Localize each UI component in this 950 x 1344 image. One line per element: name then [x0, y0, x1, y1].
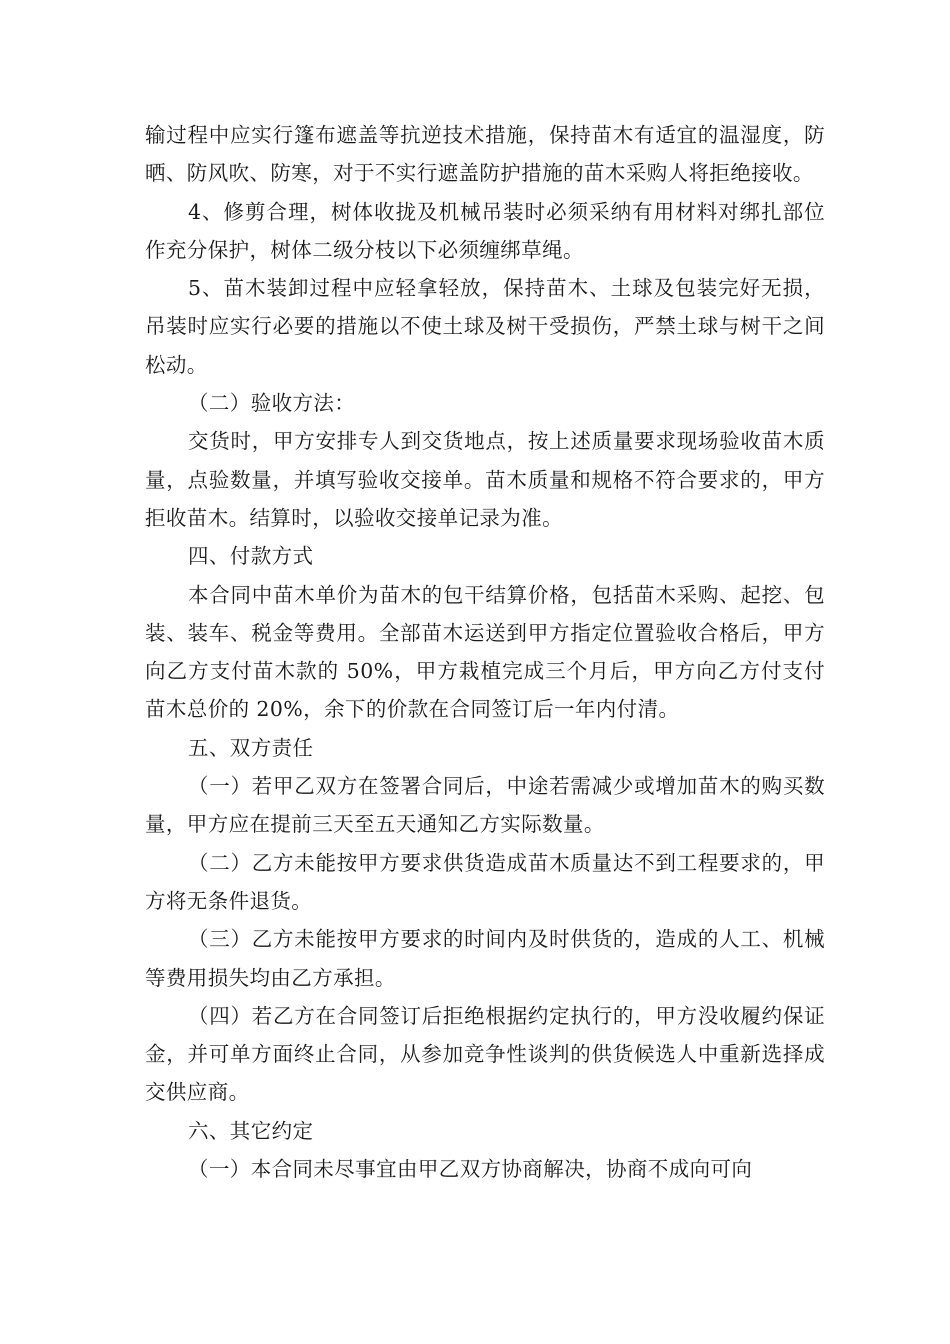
- document-page: [145, 116, 825, 1188]
- paragraph-payment: 本合同中苗木单价为苗木的包干结算价格，包括苗木采购、起挖、包装、装车、税金等费用。全部苗木运送到甲方指定位置验收合格后，甲方向乙方支付苗木款的 50%，甲方栽植完成三个月后，甲方向乙方付支付苗木总价的 20%，余下的价款在合同签订后一年内付清。: [145, 582, 825, 722]
- paragraph-responsibility-2: （二）乙方未能按甲方要求供货造成苗木质量达不到工程要求的，甲方将无条件退货。: [145, 850, 825, 913]
- heading-acceptance-method: （二）验收方法：: [188, 391, 356, 416]
- heading-payment: 四、付款方式: [188, 544, 314, 569]
- paragraph-transport: 输过程中应实行篷布遮盖等抗逆技术措施，保持苗木有适宜的温湿度，防晒、防风吹、防寒，对于不实行遮盖防护措施的苗木采购人将拒绝接收。: [145, 123, 825, 186]
- heading-other-terms: 六、其它约定: [188, 1118, 314, 1143]
- paragraph-responsibility-3: （三）乙方未能按甲方要求的时间内及时供货的，造成的人工、机械等费用损失均由乙方承担。: [145, 927, 825, 990]
- paragraph-other-1: （一）本合同未尽事宜由甲乙双方协商解决，协商不成向可向: [188, 1157, 753, 1182]
- paragraph-acceptance: 交货时，甲方安排专人到交货地点，按上述质量要求现场验收苗木质量，点验数量，并填写验收交接单。苗木质量和规格不符合要求的，甲方拒收苗木。结算时，以验收交接单记录为准。: [145, 429, 825, 530]
- heading-responsibilities: 五、双方责任: [188, 735, 314, 760]
- paragraph-item-5: 5、苗木装卸过程中应轻拿轻放，保持苗木、土球及包装完好无损，吊装时应实行必要的措施以不使土球及树干受损伤，严禁土球与树干之间松动。: [145, 276, 825, 377]
- paragraph-responsibility-4: （四）若乙方在合同签订后拒绝根据约定执行的，甲方没收履约保证金，并可单方面终止合同，从参加竞争性谈判的供货候选人中重新选择成交供应商。: [145, 1003, 825, 1105]
- paragraph-item-4: 4、修剪合理，树体收拢及机械吊装时必须采纳有用材料对绑扎部位作充分保护，树体二级分枝以下必须缠绑草绳。: [145, 199, 825, 262]
- paragraph-responsibility-1: （一）若甲乙双方在签署合同后，中途若需减少或增加苗木的购买数量，甲方应在提前三天至五天通知乙方实际数量。: [145, 774, 825, 837]
